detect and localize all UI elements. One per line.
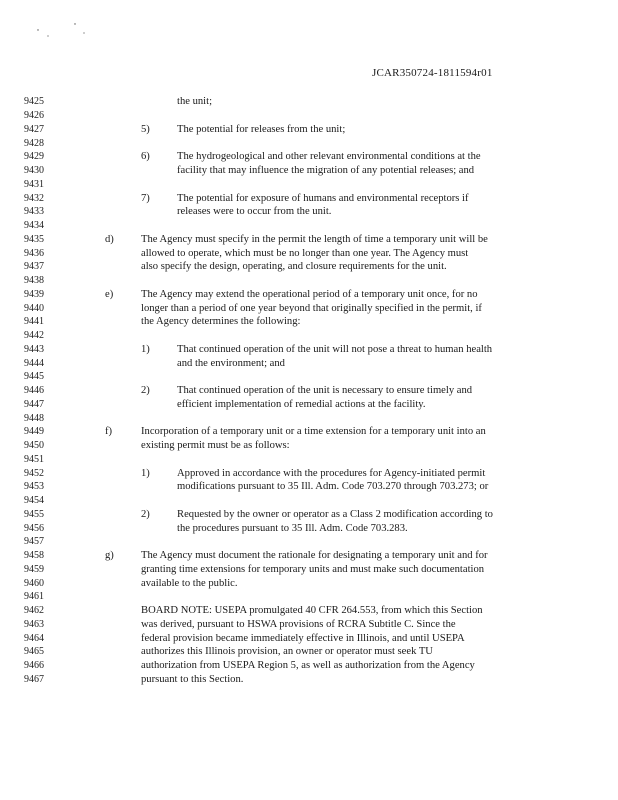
item-label: g) — [105, 550, 114, 561]
body-line: efficient implementation of remedial actions at the facility. — [177, 399, 426, 410]
line-number: 9445 — [24, 371, 44, 382]
body-line: granting time extensions for temporary units and must make such documentation — [141, 564, 485, 575]
body-line: Incorporation of a temporary unit or a time extension for a temporary unit into an — [141, 426, 486, 437]
line-number: 9434 — [24, 220, 44, 231]
line-number: 9451 — [24, 454, 44, 465]
body-line: longer than a period of one year beyond that originally specified in the permit, if — [141, 303, 482, 314]
item-label: 5) — [141, 124, 150, 135]
body-line: The Agency may extend the operational period of a temporary unit once, for no — [141, 289, 478, 300]
item-label: 1) — [141, 344, 150, 355]
body-line: Requested by the owner or operator as a Class 2 modification according to — [177, 509, 493, 520]
document-id: JCAR350724-1811594r01 — [372, 67, 493, 79]
board-note-line: federal provision became immediately effective in Illinois, and until USEPA — [141, 633, 465, 644]
item-label: f) — [105, 426, 113, 437]
body-line: modifications pursuant to 35 Ill. Adm. Code 703.270 through 703.273; or — [177, 481, 489, 492]
body-line: The hydrogeological and other relevant environmental conditions at the — [177, 151, 481, 162]
body-line: The potential for releases from the unit; — [177, 124, 346, 135]
line-number: 9453 — [24, 481, 44, 492]
line-number: 9425 — [24, 96, 44, 107]
body-line: available to the public. — [141, 578, 238, 589]
line-number: 9460 — [24, 578, 44, 589]
line-number: 9432 — [24, 193, 44, 204]
body-line: allowed to operate, which must be no longer than one year. The Agency must — [141, 248, 469, 259]
line-number: 9461 — [24, 591, 44, 602]
item-label: 2) — [141, 509, 150, 520]
item-label: e) — [105, 289, 114, 300]
line-number: 9440 — [24, 303, 44, 314]
line-number: 9462 — [24, 605, 44, 616]
body-line: Approved in accordance with the procedures for Agency-initiated permit — [177, 468, 486, 479]
line-number: 9454 — [24, 495, 44, 506]
line-number: 9433 — [24, 206, 44, 217]
line-number: 9431 — [24, 179, 44, 190]
line-number: 9442 — [24, 330, 44, 341]
line-number: 9441 — [24, 316, 44, 327]
line-number: 9439 — [24, 289, 44, 300]
line-number: 9456 — [24, 523, 44, 534]
body-line: also specify the design, operating, and closure requirements for the unit. — [141, 261, 447, 272]
line-number: 9465 — [24, 646, 44, 657]
line-number: 9427 — [24, 124, 44, 135]
body-line: The potential for exposure of humans and environmental receptors if — [177, 193, 469, 204]
line-number: 9463 — [24, 619, 44, 630]
body-line: existing permit must be as follows: — [141, 440, 290, 451]
item-label: 1) — [141, 468, 150, 479]
item-label: 2) — [141, 385, 150, 396]
line-number: 9435 — [24, 234, 44, 245]
board-note-line: was derived, pursuant to HSWA provisions of RCRA Subtitle C. Since the — [141, 619, 456, 630]
line-number: 9430 — [24, 165, 44, 176]
line-number: 9444 — [24, 358, 44, 369]
body-line: the procedures pursuant to 35 Ill. Adm. Code 703.283. — [177, 523, 408, 534]
line-number: 9437 — [24, 261, 44, 272]
line-number: 9457 — [24, 536, 44, 547]
line-number: 9438 — [24, 275, 44, 286]
board-note-line: pursuant to this Section. — [141, 674, 244, 685]
body-line: That continued operation of the unit will not pose a threat to human health — [177, 344, 493, 355]
item-label: 6) — [141, 151, 150, 162]
board-note-line: authorizes this Illinois provision, an owner or operator must seek TU — [141, 646, 433, 657]
line-number: 9447 — [24, 399, 44, 410]
line-number: 9446 — [24, 385, 44, 396]
body-line: facility that may influence the migration of any potential releases; and — [177, 165, 475, 176]
line-number: 9443 — [24, 344, 44, 355]
line-number: 9436 — [24, 248, 44, 259]
body-line: The Agency must document the rationale for designating a temporary unit and for — [141, 550, 488, 561]
line-number: 9426 — [24, 110, 44, 121]
body-line: the unit; — [177, 96, 213, 107]
body-line: That continued operation of the unit is necessary to ensure timely and — [177, 385, 473, 396]
body-line: the Agency determines the following: — [141, 316, 301, 327]
body-line: and the environment; and — [177, 358, 285, 369]
board-note-line: BOARD NOTE: USEPA promulgated 40 CFR 264.553, from which this Section — [141, 605, 483, 616]
body-line: releases were to occur from the unit. — [177, 206, 332, 217]
line-number: 9458 — [24, 550, 44, 561]
line-number: 9450 — [24, 440, 44, 451]
line-number: 9455 — [24, 509, 44, 520]
item-label: 7) — [141, 193, 150, 204]
body-line: The Agency must specify in the permit the length of time a temporary unit will be — [141, 234, 488, 245]
line-number: 9452 — [24, 468, 44, 479]
line-number: 9448 — [24, 413, 44, 424]
line-number: 9464 — [24, 633, 44, 644]
line-number: 9459 — [24, 564, 44, 575]
line-number: 9429 — [24, 151, 44, 162]
line-number: 9449 — [24, 426, 44, 437]
board-note-line: authorization from USEPA Region 5, as well as authorization from the Agency — [141, 660, 475, 671]
line-number: 9467 — [24, 674, 44, 685]
item-label: d) — [105, 234, 114, 245]
line-number: 9466 — [24, 660, 44, 671]
scan-specks — [0, 0, 100, 50]
line-number: 9428 — [24, 138, 44, 149]
